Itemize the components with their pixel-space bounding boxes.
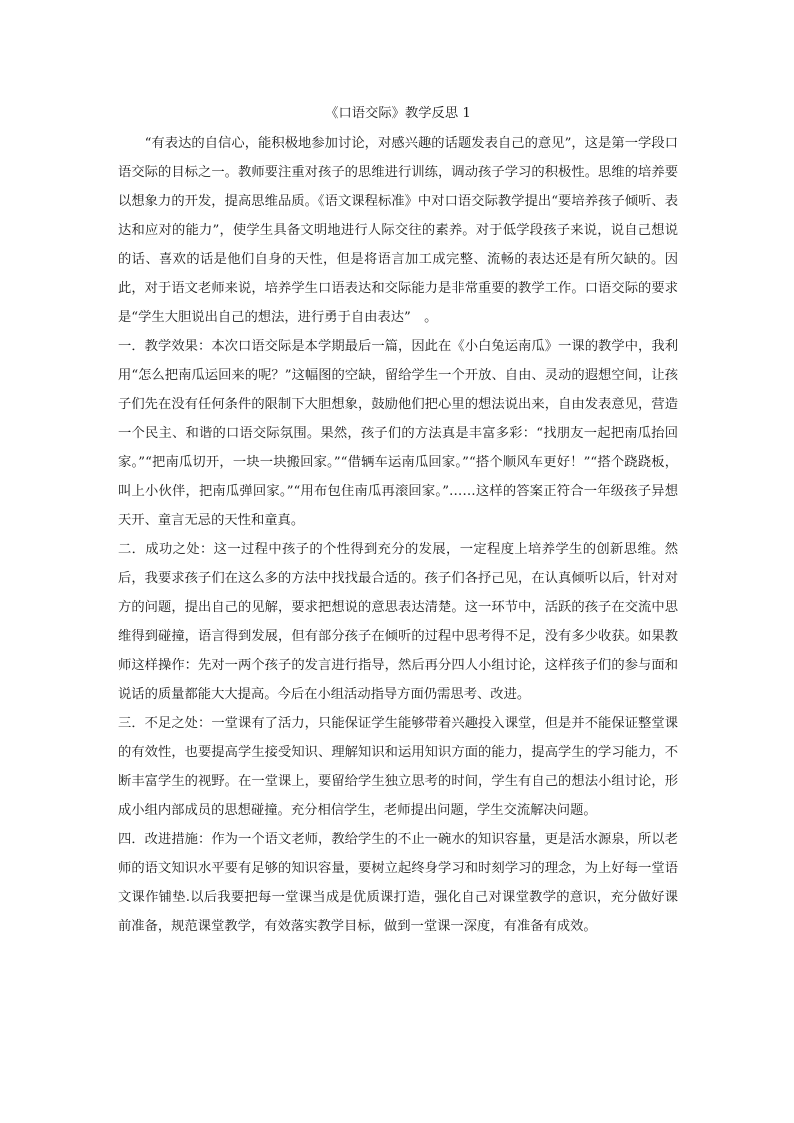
section-teaching-effect: 一．教学效果：本次口语交际是本学期最后一篇，因此在《小白兔运南瓜》一课的教学中，我利用“怎么把南瓜运回来的呢？”这幅图的空缺，留给学生一个开放、自由、灵动的遐想空间，让孩子们先在没有任何条件的限制下大胆想象，鼓励他们把心里的想法说出来，自由发表意见，营造一个民主、和谐的口语交际氛围。果然，孩子们的方法真是丰富多彩：“找朋友一起把南瓜抬回家。”“把南瓜切开，一块一块搬回家。”“借辆车运南瓜回家。”“搭个顺风车更好！”“搭个跷跷板，叫上小伙伴，把南瓜弹回家。”“用布包住南瓜再滚回家。”……这样的答案正符合一年级孩子异想天开、童言无忌的天性和童真。 — [118, 339, 678, 528]
intro-paragraph: “有表达的自信心，能积极地参加讨论，对感兴趣的话题发表自己的意见”，这是第一学段口语交际的目标之一。教师要注重对孩子的思维进行训练，调动孩子学习的积极性。思维的培养要以想象力的开发，提高思维品质。《语文课程标准》中对口语交际教学提出“要培养孩子倾听、表达和应对的能力”，使学生具备文明地进行人际交往的素养。对于低学段孩子来说，说自己想说的话、喜欢的话是他们自身的天性，但是将语言加工成完整、流畅的表达还是有所欠缺的。因此，对于语文老师来说，培养学生口语表达和交际能力是非常重要的教学工作。口语交际的要求是“学生大胆说出自己的想法，进行勇于自由表达” 。 — [118, 136, 678, 325]
section-shortcomings: 三．不足之处：一堂课有了活力，只能保证学生能够带着兴趣投入课堂，但是并不能保证整堂课的有效性，也要提高学生接受知识、理解知识和运用知识方面的能力，提高学生的学习能力，不断丰富学生的视野。在一堂课上，要留给学生独立思考的时间，学生有自己的想法小组讨论，形成小组内部成员的思想碰撞。充分相信学生，老师提出问题，学生交流解决问题。 — [118, 716, 678, 818]
section-successes: 二．成功之处：这一过程中孩子的个性得到充分的发展，一定程度上培养学生的创新思维。然后，我要求孩子们在这么多的方法中找找最合适的。孩子们各抒己见，在认真倾听以后，针对对方的问题，提出自己的见解，要求把想说的意思表达清楚。这一环节中，活跃的孩子在交流中思维得到碰撞，语言得到发展，但有部分孩子在倾听的过程中思考得不足，没有多少收获。如果教师这样操作：先对一两个孩子的发言进行指导，然后再分四人小组讨论，这样孩子们的参与面和说话的质量都能大大提高。今后在小组活动指导方面仍需思考、改进。 — [118, 542, 678, 702]
section-improvements: 四．改进措施：作为一个语文老师，教给学生的不止一碗水的知识容量，更是活水源泉，所以老师的语文知识水平要有足够的知识容量，要树立起终身学习和时刻学习的理念，为上好每一堂语文课作铺垫.以后我要把每一堂课当成是优质课打造，强化自己对课堂教学的意识，充分做好课前准备，规范课堂教学，有效落实教学目标，做到一堂课一深度，有准备有成效。 — [118, 832, 678, 934]
document-title: 《口语交际》教学反思 1 — [325, 106, 471, 121]
document-page — [118, 100, 678, 941]
